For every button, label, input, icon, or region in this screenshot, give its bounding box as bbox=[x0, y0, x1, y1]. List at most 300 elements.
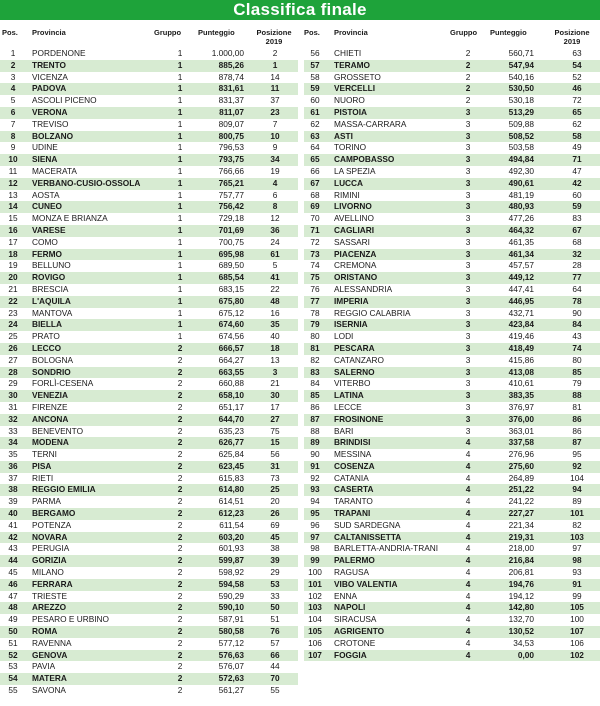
cell-pos: 103 bbox=[308, 602, 322, 613]
table-row bbox=[304, 225, 600, 237]
cell-punteggio: 0,00 bbox=[517, 649, 534, 660]
table-row bbox=[304, 591, 600, 603]
table-row bbox=[0, 72, 298, 84]
table-row bbox=[304, 532, 600, 544]
table-row bbox=[304, 213, 600, 225]
cell-posizione-2019: 31 bbox=[270, 460, 280, 471]
table-row bbox=[0, 496, 298, 508]
cell-provincia: TRENTO bbox=[32, 59, 66, 70]
cell-provincia: FROSINONE bbox=[334, 413, 384, 424]
header-posizione-2019: Posizione 2019 bbox=[256, 28, 292, 46]
cell-posizione-2019: 100 bbox=[570, 614, 584, 625]
cell-posizione-2019: 77 bbox=[572, 272, 582, 283]
cell-pos: 102 bbox=[308, 590, 322, 601]
cell-gruppo: 3 bbox=[465, 224, 471, 235]
cell-gruppo: 3 bbox=[465, 154, 471, 165]
table-row bbox=[0, 614, 298, 626]
cell-pos: 69 bbox=[310, 201, 320, 212]
cell-gruppo: 2 bbox=[177, 449, 183, 460]
table-row bbox=[0, 178, 298, 190]
cell-pos: 56 bbox=[310, 48, 320, 58]
cell-gruppo: 1 bbox=[177, 177, 183, 188]
cell-pos: 99 bbox=[310, 555, 320, 566]
cell-pos: 85 bbox=[310, 390, 320, 401]
cell-posizione-2019: 57 bbox=[270, 637, 280, 648]
cell-provincia: BIELLA bbox=[32, 319, 62, 330]
cell-posizione-2019: 67 bbox=[572, 224, 582, 235]
cell-pos: 6 bbox=[10, 106, 16, 117]
cell-gruppo: 2 bbox=[177, 519, 183, 530]
table-row bbox=[304, 484, 600, 496]
cell-punteggio: 800,75 bbox=[218, 130, 244, 141]
cell-posizione-2019: 44 bbox=[270, 661, 280, 672]
cell-provincia: LECCE bbox=[334, 401, 362, 412]
cell-punteggio: 142,80 bbox=[508, 602, 534, 613]
table-row bbox=[304, 72, 600, 84]
cell-pos: 55 bbox=[8, 685, 18, 696]
cell-posizione-2019: 35 bbox=[270, 319, 280, 330]
cell-pos: 104 bbox=[308, 614, 322, 625]
cell-provincia: PAVIA bbox=[32, 661, 56, 672]
table-row bbox=[304, 520, 600, 532]
table-row bbox=[0, 201, 298, 213]
cell-posizione-2019: 38 bbox=[270, 543, 280, 554]
table-row bbox=[0, 249, 298, 261]
table-row bbox=[0, 83, 298, 95]
cell-gruppo: 3 bbox=[465, 342, 471, 353]
cell-punteggio: 572,63 bbox=[218, 673, 244, 684]
cell-provincia: ENNA bbox=[334, 590, 358, 601]
cell-pos: 43 bbox=[8, 543, 18, 554]
table-row bbox=[0, 237, 298, 249]
cell-gruppo: 3 bbox=[465, 130, 471, 141]
cell-punteggio: 885,26 bbox=[218, 59, 244, 70]
cell-pos: 98 bbox=[310, 543, 320, 554]
cell-gruppo: 1 bbox=[177, 118, 183, 129]
cell-posizione-2019: 85 bbox=[572, 366, 582, 377]
cell-provincia: GROSSETO bbox=[334, 71, 381, 82]
cell-gruppo: 2 bbox=[177, 437, 183, 448]
cell-gruppo: 3 bbox=[465, 201, 471, 212]
table-row bbox=[304, 190, 600, 202]
cell-punteggio: 530,50 bbox=[508, 83, 534, 94]
cell-posizione-2019: 24 bbox=[270, 236, 280, 247]
cell-posizione-2019: 89 bbox=[572, 496, 582, 507]
ranking-table-right bbox=[304, 22, 600, 706]
table-row bbox=[0, 532, 298, 544]
table-row bbox=[0, 260, 298, 272]
cell-pos: 61 bbox=[310, 106, 320, 117]
cell-pos: 23 bbox=[8, 307, 18, 318]
table-row bbox=[0, 190, 298, 202]
cell-posizione-2019: 102 bbox=[570, 649, 584, 660]
table-row bbox=[0, 555, 298, 567]
table-row bbox=[304, 602, 600, 614]
cell-punteggio: 337,58 bbox=[508, 437, 534, 448]
table-row bbox=[304, 367, 600, 379]
cell-pos: 34 bbox=[8, 437, 18, 448]
table-row bbox=[304, 272, 600, 284]
cell-posizione-2019: 75 bbox=[270, 425, 280, 436]
cell-punteggio: 376,97 bbox=[508, 401, 534, 412]
cell-posizione-2019: 70 bbox=[270, 673, 280, 684]
table-row bbox=[0, 626, 298, 638]
table-row bbox=[0, 579, 298, 591]
cell-punteggio: 587,91 bbox=[218, 614, 244, 625]
cell-provincia: ISERNIA bbox=[334, 319, 368, 330]
table-row bbox=[0, 520, 298, 532]
table-row bbox=[0, 319, 298, 331]
cell-gruppo: 4 bbox=[465, 649, 471, 660]
cell-provincia: AGRIGENTO bbox=[334, 626, 385, 637]
cell-pos: 21 bbox=[8, 283, 18, 294]
cell-pos: 33 bbox=[8, 425, 18, 436]
table-row bbox=[0, 308, 298, 320]
table-row bbox=[304, 614, 600, 626]
cell-pos: 95 bbox=[310, 508, 320, 519]
table-row bbox=[0, 685, 298, 697]
cell-posizione-2019: 1 bbox=[272, 59, 278, 70]
cell-gruppo: 3 bbox=[465, 283, 471, 294]
table-row bbox=[304, 331, 600, 343]
cell-provincia: SUD SARDEGNA bbox=[334, 519, 401, 530]
cell-provincia: PARMA bbox=[32, 496, 61, 507]
cell-provincia: ASTI bbox=[334, 130, 353, 141]
cell-punteggio: 530,18 bbox=[508, 95, 534, 106]
cell-posizione-2019: 40 bbox=[270, 331, 280, 342]
cell-punteggio: 614,51 bbox=[218, 496, 244, 507]
cell-gruppo: 3 bbox=[465, 189, 471, 200]
cell-provincia: UDINE bbox=[32, 142, 58, 153]
cell-punteggio: 481,19 bbox=[508, 189, 534, 200]
cell-provincia: REGGIO CALABRIA bbox=[334, 307, 411, 318]
cell-posizione-2019: 7 bbox=[272, 118, 278, 129]
cell-gruppo: 1 bbox=[177, 95, 183, 106]
table-row bbox=[304, 626, 600, 638]
cell-pos: 26 bbox=[8, 342, 18, 353]
cell-punteggio: 580,58 bbox=[218, 626, 244, 637]
cell-gruppo: 4 bbox=[465, 437, 471, 448]
cell-provincia: GORIZIA bbox=[32, 555, 67, 566]
cell-gruppo: 4 bbox=[465, 472, 471, 483]
cell-punteggio: 560,71 bbox=[508, 48, 534, 58]
cell-pos: 75 bbox=[310, 272, 320, 283]
table-row bbox=[304, 638, 600, 650]
cell-provincia: TREVISO bbox=[32, 118, 69, 129]
cell-punteggio: 363,01 bbox=[508, 425, 534, 436]
cell-posizione-2019: 72 bbox=[572, 95, 582, 106]
cell-punteggio: 831,61 bbox=[218, 83, 244, 94]
cell-pos: 76 bbox=[310, 283, 320, 294]
cell-posizione-2019: 12 bbox=[270, 213, 280, 224]
cell-provincia: CAMPOBASSO bbox=[334, 154, 395, 165]
cell-punteggio: 757,77 bbox=[218, 189, 244, 200]
cell-provincia: AOSTA bbox=[32, 189, 60, 200]
cell-punteggio: 464,32 bbox=[508, 224, 534, 235]
cell-pos: 58 bbox=[310, 71, 320, 82]
cell-pos: 73 bbox=[310, 248, 320, 259]
cell-pos: 105 bbox=[308, 626, 322, 637]
cell-gruppo: 1 bbox=[177, 307, 183, 318]
cell-pos: 31 bbox=[8, 401, 18, 412]
cell-pos: 12 bbox=[8, 177, 18, 188]
cell-posizione-2019: 64 bbox=[572, 283, 582, 294]
table-row bbox=[304, 473, 600, 485]
cell-gruppo: 4 bbox=[465, 460, 471, 471]
cell-provincia: NUORO bbox=[334, 95, 365, 106]
cell-gruppo: 3 bbox=[465, 177, 471, 188]
table-row bbox=[304, 83, 600, 95]
table-row bbox=[304, 107, 600, 119]
cell-provincia: PISTOIA bbox=[334, 106, 368, 117]
cell-gruppo: 1 bbox=[177, 331, 183, 342]
cell-provincia: TERAMO bbox=[334, 59, 370, 70]
cell-gruppo: 4 bbox=[465, 602, 471, 613]
cell-punteggio: 756,42 bbox=[218, 201, 244, 212]
cell-posizione-2019: 54 bbox=[572, 59, 582, 70]
table-row bbox=[0, 284, 298, 296]
cell-punteggio: 218,00 bbox=[508, 543, 534, 554]
cell-punteggio: 664,27 bbox=[218, 354, 244, 365]
cell-punteggio: 590,10 bbox=[218, 602, 244, 613]
cell-gruppo: 2 bbox=[177, 578, 183, 589]
cell-posizione-2019: 23 bbox=[270, 106, 280, 117]
header-provincia: Provincia bbox=[32, 28, 66, 37]
cell-gruppo: 2 bbox=[177, 390, 183, 401]
cell-pos: 92 bbox=[310, 472, 320, 483]
cell-gruppo: 3 bbox=[465, 213, 471, 224]
cell-pos: 14 bbox=[8, 201, 18, 212]
cell-punteggio: 461,35 bbox=[508, 236, 534, 247]
cell-pos: 70 bbox=[310, 213, 320, 224]
table-body bbox=[0, 48, 298, 697]
table-row bbox=[0, 272, 298, 284]
cell-posizione-2019: 62 bbox=[572, 118, 582, 129]
cell-provincia: TARANTO bbox=[334, 496, 373, 507]
cell-gruppo: 2 bbox=[177, 508, 183, 519]
cell-punteggio: 576,63 bbox=[218, 649, 244, 660]
cell-gruppo: 4 bbox=[465, 614, 471, 625]
cell-provincia: SASSARI bbox=[334, 236, 370, 247]
cell-posizione-2019: 50 bbox=[270, 602, 280, 613]
cell-pos: 27 bbox=[8, 354, 18, 365]
cell-provincia: ANCONA bbox=[32, 413, 69, 424]
table-row bbox=[0, 461, 298, 473]
cell-pos: 9 bbox=[10, 142, 16, 153]
cell-posizione-2019: 74 bbox=[572, 342, 582, 353]
cell-pos: 17 bbox=[8, 236, 18, 247]
table-row bbox=[304, 543, 600, 555]
cell-posizione-2019: 32 bbox=[572, 248, 582, 259]
cell-provincia: RAVENNA bbox=[32, 637, 72, 648]
cell-pos: 52 bbox=[8, 649, 18, 660]
table-row bbox=[0, 131, 298, 143]
cell-gruppo: 3 bbox=[465, 295, 471, 306]
cell-provincia: PIACENZA bbox=[334, 248, 377, 259]
cell-pos: 41 bbox=[8, 519, 18, 530]
table-row bbox=[304, 555, 600, 567]
cell-provincia: MONZA E BRIANZA bbox=[32, 213, 108, 224]
cell-gruppo: 2 bbox=[465, 95, 471, 106]
cell-posizione-2019: 29 bbox=[270, 567, 280, 578]
cell-gruppo: 3 bbox=[465, 307, 471, 318]
cell-punteggio: 729,18 bbox=[218, 213, 244, 224]
cell-pos: 3 bbox=[10, 71, 16, 82]
cell-punteggio: 503,58 bbox=[508, 142, 534, 153]
cell-provincia: AVELLINO bbox=[334, 213, 374, 224]
cell-pos: 77 bbox=[310, 295, 320, 306]
table-row bbox=[0, 390, 298, 402]
cell-pos: 81 bbox=[310, 342, 320, 353]
cell-punteggio: 674,56 bbox=[218, 331, 244, 342]
cell-punteggio: 660,88 bbox=[218, 378, 244, 389]
cell-provincia: LECCO bbox=[32, 342, 62, 353]
cell-provincia: CASERTA bbox=[334, 484, 374, 495]
cell-pos: 37 bbox=[8, 472, 18, 483]
cell-pos: 101 bbox=[308, 578, 322, 589]
cell-pos: 36 bbox=[8, 460, 18, 471]
table-row bbox=[0, 508, 298, 520]
cell-provincia: CHIETI bbox=[334, 48, 362, 58]
cell-punteggio: 577,12 bbox=[218, 637, 244, 648]
cell-punteggio: 383,35 bbox=[508, 390, 534, 401]
cell-gruppo: 2 bbox=[465, 48, 471, 58]
cell-pos: 53 bbox=[8, 661, 18, 672]
cell-pos: 107 bbox=[308, 649, 322, 660]
cell-provincia: SIENA bbox=[32, 154, 58, 165]
cell-pos: 67 bbox=[310, 177, 320, 188]
cell-punteggio: 674,60 bbox=[218, 319, 244, 330]
table-row bbox=[0, 414, 298, 426]
cell-pos: 32 bbox=[8, 413, 18, 424]
cell-punteggio: 695,98 bbox=[218, 248, 244, 259]
cell-posizione-2019: 15 bbox=[270, 437, 280, 448]
cell-pos: 80 bbox=[310, 331, 320, 342]
cell-punteggio: 644,70 bbox=[218, 413, 244, 424]
cell-provincia: ROMA bbox=[32, 626, 58, 637]
table-row bbox=[0, 142, 298, 154]
cell-gruppo: 4 bbox=[465, 567, 471, 578]
cell-gruppo: 2 bbox=[177, 366, 183, 377]
cell-gruppo: 1 bbox=[177, 201, 183, 212]
cell-gruppo: 2 bbox=[465, 83, 471, 94]
cell-punteggio: 766,66 bbox=[218, 165, 244, 176]
cell-punteggio: 494,84 bbox=[508, 154, 534, 165]
cell-posizione-2019: 36 bbox=[270, 224, 280, 235]
cell-gruppo: 2 bbox=[177, 685, 183, 696]
table-row bbox=[0, 296, 298, 308]
cell-provincia: BENEVENTO bbox=[32, 425, 84, 436]
cell-pos: 5 bbox=[10, 95, 16, 106]
cell-gruppo: 4 bbox=[465, 531, 471, 542]
table-row bbox=[304, 355, 600, 367]
cell-posizione-2019: 91 bbox=[572, 578, 582, 589]
cell-punteggio: 219,31 bbox=[508, 531, 534, 542]
table-row bbox=[304, 142, 600, 154]
cell-gruppo: 1 bbox=[177, 106, 183, 117]
cell-punteggio: 264,89 bbox=[508, 472, 534, 483]
cell-posizione-2019: 60 bbox=[572, 189, 582, 200]
cell-provincia: MODENA bbox=[32, 437, 69, 448]
table-row bbox=[304, 131, 600, 143]
table-row bbox=[304, 48, 600, 60]
cell-posizione-2019: 71 bbox=[572, 154, 582, 165]
cell-provincia: TRIESTE bbox=[32, 590, 68, 601]
cell-posizione-2019: 82 bbox=[572, 519, 582, 530]
cell-gruppo: 4 bbox=[465, 555, 471, 566]
cell-pos: 18 bbox=[8, 248, 18, 259]
cell-gruppo: 3 bbox=[465, 118, 471, 129]
cell-punteggio: 513,29 bbox=[508, 106, 534, 117]
cell-punteggio: 413,08 bbox=[508, 366, 534, 377]
table-row bbox=[0, 449, 298, 461]
cell-gruppo: 1 bbox=[177, 71, 183, 82]
cell-posizione-2019: 94 bbox=[572, 484, 582, 495]
cell-pos: 60 bbox=[310, 95, 320, 106]
table-body bbox=[304, 48, 600, 661]
cell-posizione-2019: 83 bbox=[572, 213, 582, 224]
cell-gruppo: 4 bbox=[465, 637, 471, 648]
cell-punteggio: 492,30 bbox=[508, 165, 534, 176]
cell-gruppo: 3 bbox=[465, 165, 471, 176]
cell-provincia: IMPERIA bbox=[334, 295, 369, 306]
cell-pos: 44 bbox=[8, 555, 18, 566]
cell-punteggio: 663,55 bbox=[218, 366, 244, 377]
cell-provincia: MACERATA bbox=[32, 165, 77, 176]
table-row bbox=[304, 284, 600, 296]
cell-gruppo: 1 bbox=[177, 295, 183, 306]
table-row bbox=[304, 178, 600, 190]
cell-provincia: POTENZA bbox=[32, 519, 72, 530]
cell-provincia: LA SPEZIA bbox=[334, 165, 376, 176]
cell-gruppo: 2 bbox=[177, 543, 183, 554]
cell-posizione-2019: 73 bbox=[270, 472, 280, 483]
cell-gruppo: 4 bbox=[465, 496, 471, 507]
cell-pos: 22 bbox=[8, 295, 18, 306]
cell-pos: 63 bbox=[310, 130, 320, 141]
table-row bbox=[0, 661, 298, 673]
cell-gruppo: 3 bbox=[465, 331, 471, 342]
cell-pos: 82 bbox=[310, 354, 320, 365]
table-row bbox=[304, 390, 600, 402]
cell-gruppo: 2 bbox=[177, 661, 183, 672]
table-row bbox=[0, 543, 298, 555]
cell-pos: 84 bbox=[310, 378, 320, 389]
cell-punteggio: 376,00 bbox=[508, 413, 534, 424]
table-row bbox=[304, 650, 600, 662]
cell-gruppo: 2 bbox=[465, 71, 471, 82]
cell-provincia: LATINA bbox=[334, 390, 364, 401]
cell-punteggio: 811,07 bbox=[219, 106, 244, 117]
cell-posizione-2019: 68 bbox=[572, 236, 582, 247]
cell-provincia: FOGGIA bbox=[334, 649, 367, 660]
cell-punteggio: 415,86 bbox=[508, 354, 534, 365]
cell-pos: 90 bbox=[310, 449, 320, 460]
table-row bbox=[0, 107, 298, 119]
table-row bbox=[304, 95, 600, 107]
cell-pos: 38 bbox=[8, 484, 18, 495]
table-row bbox=[304, 461, 600, 473]
cell-posizione-2019: 95 bbox=[572, 449, 582, 460]
cell-posizione-2019: 20 bbox=[270, 496, 280, 507]
cell-provincia: VARESE bbox=[32, 224, 66, 235]
cell-gruppo: 1 bbox=[177, 154, 183, 165]
cell-provincia: CUNEO bbox=[32, 201, 62, 212]
table-row bbox=[304, 119, 600, 131]
cell-posizione-2019: 101 bbox=[570, 508, 584, 519]
table-row bbox=[0, 331, 298, 343]
cell-punteggio: 576,07 bbox=[218, 661, 244, 672]
